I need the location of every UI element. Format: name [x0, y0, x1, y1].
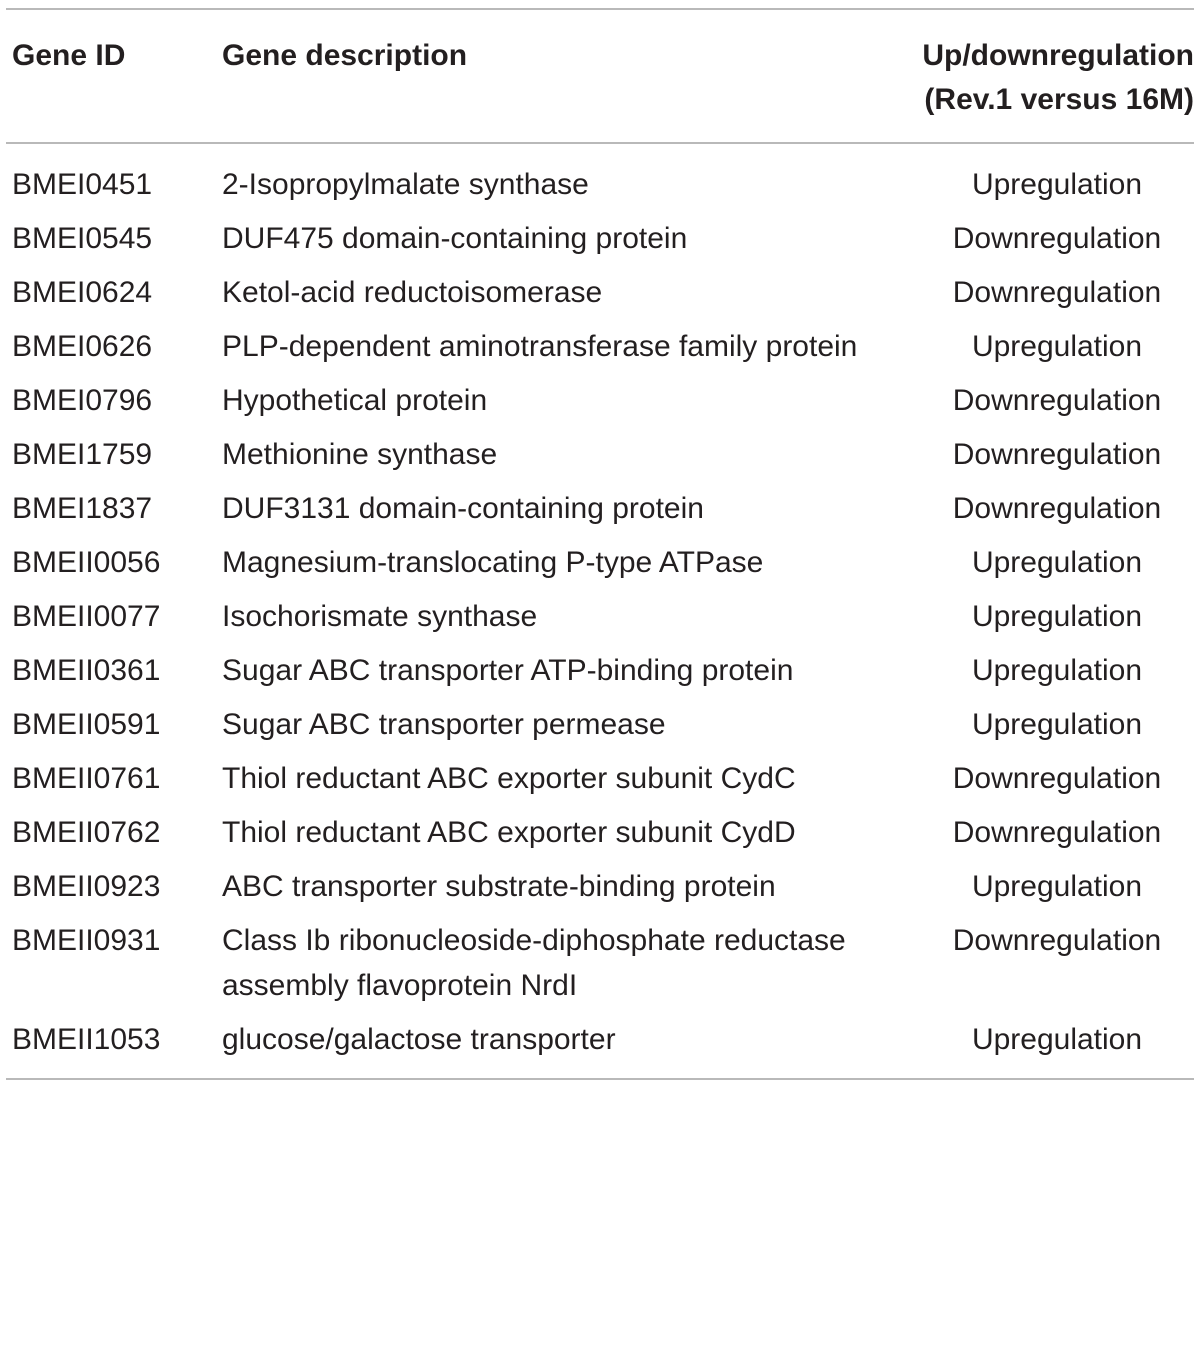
table-row [6, 482, 1194, 536]
gene-id-cell: BMEI0796 [12, 384, 153, 417]
regulation-cell: Downregulation [952, 762, 1162, 795]
regulation-cell: Upregulation [971, 546, 1143, 579]
table-row [6, 144, 1194, 212]
gene-id-cell: BMEII1053 [12, 1023, 161, 1056]
table-row [6, 536, 1194, 590]
table-row [6, 320, 1194, 374]
table-row [6, 644, 1194, 698]
table-row [6, 590, 1194, 644]
gene-id-cell: BMEI1759 [12, 438, 153, 471]
table-row [6, 374, 1194, 428]
table-row [6, 428, 1194, 482]
gene-description-cell: Thiol reductant ABC exporter subunit CydC [222, 762, 796, 795]
gene-description-cell: ABC transporter substrate-binding protein [222, 870, 776, 903]
gene-id-cell: BMEII0762 [12, 816, 161, 849]
header-regulation-line1: Up/downregulation [922, 39, 1194, 72]
table-row [6, 860, 1194, 914]
regulation-cell: Upregulation [971, 870, 1143, 903]
gene-id-cell: BMEI0626 [12, 330, 153, 363]
regulation-cell: Upregulation [971, 654, 1143, 687]
gene-regulation-table-body [6, 144, 1194, 1078]
header-gene-description: Gene description [222, 39, 468, 72]
regulation-cell: Upregulation [971, 1023, 1143, 1056]
table-row [6, 752, 1194, 806]
gene-description-cell: Sugar ABC transporter permease [222, 708, 666, 741]
table-row [6, 212, 1194, 266]
table-row [6, 1013, 1194, 1078]
gene-description-cell: Ketol-acid reductoisomerase [222, 276, 603, 309]
regulation-cell: Downregulation [952, 492, 1162, 525]
table-row [6, 806, 1194, 860]
regulation-cell: Downregulation [952, 222, 1162, 255]
regulation-cell: Downregulation [952, 924, 1162, 957]
regulation-cell: Downregulation [952, 816, 1162, 849]
gene-id-cell: BMEI0451 [12, 168, 153, 201]
table-header [6, 10, 1194, 142]
gene-description-cell: DUF3131 domain-containing protein [222, 492, 704, 525]
table-bottom-rule [6, 1078, 1194, 1080]
gene-description-cell: Magnesium-translocating P-type ATPase [222, 546, 764, 579]
gene-id-cell: BMEII0931 [12, 924, 161, 957]
regulation-cell: Downregulation [952, 276, 1162, 309]
regulation-cell: Downregulation [952, 384, 1162, 417]
gene-description-cell: Thiol reductant ABC exporter subunit CydD [222, 816, 796, 849]
gene-table-container [6, 0, 1194, 1080]
gene-id-cell: BMEII0761 [12, 762, 161, 795]
gene-id-cell: BMEI1837 [12, 492, 153, 525]
regulation-cell: Upregulation [971, 600, 1143, 633]
regulation-cell: Upregulation [971, 708, 1143, 741]
table-row [6, 266, 1194, 320]
table-row [6, 914, 1194, 1013]
gene-id-cell: BMEII0591 [12, 708, 161, 741]
gene-id-cell: BMEII0077 [12, 600, 161, 633]
gene-description-cell: Isochorismate synthase [222, 600, 538, 633]
gene-id-cell: BMEI0545 [12, 222, 153, 255]
gene-description-cell: Sugar ABC transporter ATP-binding protein [222, 654, 794, 687]
gene-description-cell: Methionine synthase [222, 438, 498, 471]
table-body [6, 144, 1194, 1078]
header-regulation [882, 10, 1194, 142]
gene-description-cell: Hypothetical protein [222, 384, 488, 417]
gene-id-cell: BMEI0624 [12, 276, 153, 309]
gene-description-cell: Class Ib ribonucleoside-diphosphate reductase assembly flavoprotein NrdI [222, 924, 846, 1002]
gene-id-cell: BMEII0923 [12, 870, 161, 903]
table-row [6, 698, 1194, 752]
gene-id-cell: BMEII0361 [12, 654, 161, 687]
header-regulation-line2: (Rev.1 versus 16M) [924, 83, 1194, 116]
regulation-cell: Upregulation [971, 330, 1143, 363]
gene-id-cell: BMEII0056 [12, 546, 161, 579]
gene-description-cell: 2-Isopropylmalate synthase [222, 168, 589, 201]
gene-description-cell: DUF475 domain-containing protein [222, 222, 688, 255]
regulation-cell: Downregulation [952, 438, 1162, 471]
gene-description-cell: PLP-dependent aminotransferase family protein [222, 330, 858, 363]
gene-description-cell: glucose/galactose transporter [222, 1023, 616, 1056]
gene-regulation-table [6, 10, 1194, 142]
header-row [6, 10, 1194, 142]
header-gene-id: Gene ID [12, 39, 126, 72]
regulation-cell: Upregulation [971, 168, 1143, 201]
